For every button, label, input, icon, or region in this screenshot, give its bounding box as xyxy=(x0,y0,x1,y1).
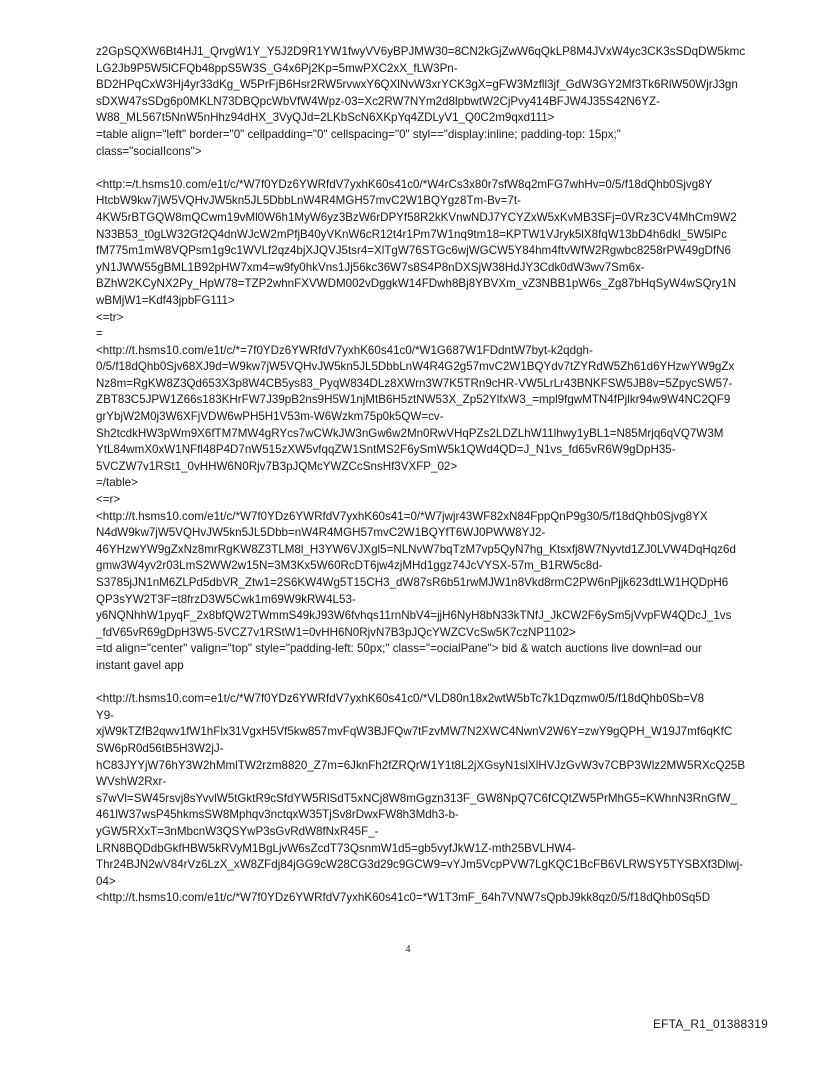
text-line: LRN8BQDdbGkfHBW5kRVyM1BgLjvW6sZcdT73QsnmW1d5=gb5vyfJkW1Z-mth25BVLHW4- xyxy=(96,841,576,855)
text-line: s7wVl=SW45rsvj8sYvvlW5tGktR9cSfdYW5RlSdT5xNCj8W8mGgzn313F_GW8NpQ7C6fCQtZW5PrMhG5=KWhnN3RnGfW_ xyxy=(96,791,738,805)
text-line: wBMjW1=Kdf43jpbFG111> xyxy=(96,293,235,307)
text-line: YtL84wmX0xW1NFfl48P4D7nW515zXW5vfqqZW1SntMS2F6ySmW5k1QWd4QD=J_N1vs_fd65vR6W9gDpH35- xyxy=(96,443,676,457)
text-line: hC83JYYjW76hY3W2hMmlTW2rzm8820_Z7m=6JknFh2fZRQrW1Y1t8L2jXGsyN1slXlHVJzGvW3v7CBP3Wlz2MW5RXcQ25B xyxy=(96,758,746,772)
text-line: 461lW37wsP45hkmsSW8Mphqv3nctqxW35TjSv8rDwxFW8h3Mdh3-b- xyxy=(96,808,459,822)
text-line: instant gavel app xyxy=(96,658,184,672)
text-line: yN1JWW55gBML1B92pHW7xm4=w9fy0hkVns1Jj56kc36W7s8S4P8nDXSjW38HdJY3Cdk0dW3wv7Sm6x- xyxy=(96,260,645,274)
text-line: <http:=/t.hsms10.com/e1t/c/*W7f0YDz6YWRfdV7yxhK60s41c0/*W4rCs3x80r7sfW8q2mFG7whHv=0/5/f18dQhb0Sjvg8Y xyxy=(96,177,713,191)
document-body xyxy=(96,44,786,907)
text-line: 04> xyxy=(96,874,116,888)
text-line: 4KW5rBTGQW8mQCwm19vMl0W6h1MyW6yz3BzW6rDPYf58R2kKVnwNDJ7YCYZxW5xKvMB3SFj=0VRz3CV4MhCm9W2 xyxy=(96,210,737,224)
text-line: WVshW2Rxr- xyxy=(96,775,167,789)
text-line: BZhW2KCyNX2Py_HpW78=TZP2whnFXVWDM002vDggkW14FDwh8Bj8YBVXm_vZ3NBB1pW6s_Zg87bHqSyW4wSQry1N xyxy=(96,277,737,291)
text-line: fM775m1mW8VQPsm1g9c1WVLf2qz4bjXJQVJ5tsr4=XlTgW76STGc6wjWGCW5Y84hm4ftvWfW2Rgwbc8258rPW49gDfN6 xyxy=(96,244,731,258)
text-line: = xyxy=(96,327,103,341)
text-line: grYbjW2M0j3W6XFjVDW6wPH5H1V53m-W6Wzkm75p0k5QW=cv- xyxy=(96,410,444,424)
text-line: =/table> xyxy=(96,476,138,490)
text-line: =td align="center" valign="top" style="padding-left: 50px;" class="=ocialPane"> bid & watch auctions live downl=ad our xyxy=(96,642,702,656)
text-line: yGW5RXxT=3nMbcnW3QSYwP3sGvRdW8fNxR45F_- xyxy=(96,824,379,838)
text-line: HtcbW9kw7jW5VQHvJW5kn5JL5DbbLnW4R4MGH57mvC2W1BQYgz8Tm-Bv=7t- xyxy=(96,194,521,208)
text-line: class="socialIcons"> xyxy=(96,144,202,158)
text-line: LG2Jb9P5W5lCFQb48ppS5W3S_G4x6Pj2Kp=5mwPXC2xX_fLW3Pn- xyxy=(96,61,458,75)
text-line: Y9- xyxy=(96,708,115,722)
text-line: gmw3W4yv2r03LmS2WW2w15N=3M3Kx5W60RcDT6jw4zjMHd1ggz74JcVYSX-57m_B1RW5c8d- xyxy=(96,559,603,573)
page-number: 4 xyxy=(405,944,411,955)
text-line: <http://t.hsms10.com/e1t/c/*=7f0YDz6YWRfdV7yxhK60s41c0/*W1G687W1FDdntW7byt-k2qdgh- xyxy=(96,343,593,357)
text-line: Sh2tcdkHW3pWm9X6fTM7MW4gRYcs7wCWkJW3nGw6w2Mn0RwVHqPZs2LDZLhW11lhwy1yBL1=N85Mrjq6qVQ7W3M xyxy=(96,426,724,440)
text-line: sDXW47sSDg6p0MKLN73DBQpcWbVfW4Wpz-03=Xc2RW7NYm2d8lpbwtW2CjPvy414BFJW4J35S42N6YZ- xyxy=(96,94,660,108)
text-line: 5VCZW7v1RSt1_0vHHW6N0Rjv7B3pJQMcYWZCcSnsHf3VXFP_02> xyxy=(96,459,458,473)
text-line: QP3sYW2T3F=t8frzD3W5Cwk1m69W9kRW4L53- xyxy=(96,592,356,606)
text-line: Thr24BJN2wV84rVz6LzX_xW8ZFdj84jGG9cW28CG3d29c9GCW9=vYJm5VcpPVW7LgKQC1BcFB6VLRWSY5TYSBXf3Dlwj- xyxy=(96,858,744,872)
text-line: N33B53_t0gLW32Gf2Q4dnWJcW2mPfjB40yVKnW6cR12t4r1Pm7W1nq9tm18=KPTW1VJryk5lX8fqW13bD4h6dkl_5W5lPc xyxy=(96,227,727,241)
text-line: =table align="left" border="0" cellpadding="0" cellspacing="0" styl=="display:inline; padding-top: 15px;" xyxy=(96,127,621,141)
text-line: 46YHzwYW9gZxNz8mrRgKW8Z3TLM8l_H3YW6VJXgl5=NLNvW7bqTzM7vp5QyN7hg_Ktsxfj8W7Nyvtd1ZJ0LVW4DqHqz6d xyxy=(96,542,736,556)
text-line: z2GpSQXW6Bt4HJ1_QrvgW1Y_Y5J2D9R1YW1fwyVV6yBPJMW30=8CN2kGjZwW6qQkLP8M4JVxW4yc3CK3sSDqDW5kmc xyxy=(96,45,746,58)
text-line: BD2HPqCxW3Hj4yr33dKg_W5PrFjB6Hsr2RW5rvwxY6QXlNvW3xrYCK3gX=gFW3Mzfll3jf_GdW3GY2Mf3Tk6RlW50WjrJ3gn xyxy=(96,78,738,92)
text-line: 0/5/f18dQhb0Sjv68XJ9d=W9kw7jW5VQHvJW5kn5JL5DbbLnW4R4G2g57mvC2W1BQYdv7tZYRdW5Zh61d6YHzwYW9gZx xyxy=(96,360,735,374)
text-line: _fdV65vR69gDpH3W5-5VCZ7v1RStW1=0vHH6N0RjvN7B3pJQcYWZCVcSw5K7czNP1102> xyxy=(96,625,576,639)
text-line: <http://t.hsms10.com/e1t/c/*W7f0YDz6YWRfdV7yxhK60s41c0=*W1T3mF_64h7VNW7sQpbJ9kk8qz0/5/f18dQhb0Sq5D xyxy=(96,891,711,905)
text-line: y6NQNhhW1pyqF_2x8bfQW2TWmmS49kJ93W6fvhqs11rnNbV4=jjH6NyH8bN33kTNfJ_JkCW2F6ySm5jVvpFW4QDcJ_1vs xyxy=(96,609,732,623)
text-line: Nz8m=RgKW8Z3Qd653X3p8W4CB5ys83_PyqW834DLz8XWrn3W7K5TRn9cHR-VW5LrLr43BNKFSW5JB8v=5ZpycSW57- xyxy=(96,376,733,390)
text-line: <http://t.hsms10.com=e1t/c/*W7f0YDz6YWRfdV7yxhK60s41c0/*VLD80n18x2wtW5bTc7k1Dqzmw0/5/f18dQhb0Sb=V8 xyxy=(96,692,705,706)
text-line: S3785jJN1nM6ZLPd5dbVR_Ztw1=2S6KW4Wg5T15CH3_dW87sR6b51rwMJW1n8Vkd8rmC2PW6nPjjk623dtLW1HQDpH6 xyxy=(96,576,729,589)
paragraph-gap xyxy=(96,675,786,692)
text-line: N4dW9kw7jW5VQHvJW5kn5JL5Dbb=nW4R4MGH57mvC2W1BQYfT6WJ0PWW8YJ2- xyxy=(96,526,546,540)
text-line: xjW9kTZfB2qwv1fW1hFlx31VgxH5Vf5kw857mvFqW3BJFQw7tFzvMW7N2XWC4NwnV2W6Y=zwY9gQPH_W19J7mf6qKfC xyxy=(96,725,733,739)
document-id: EFTA_R1_01388319 xyxy=(652,1017,768,1031)
text-line: <=tr> xyxy=(96,310,124,324)
text-line: ZBT83C5JPW1Z66s183KHrFW7J39pB2ns9H5W1njMtB6H5ztNW53X_Zp52YlfxW3_=mpl9fgwMTN4fPjlkr94w9W4NC2QF9 xyxy=(96,393,731,407)
text-line: W88_ML567t5NnW5nHhz94dHX_3VyQJd=2LKbScN6XKpYq4ZDLyV1_Q0C2m9qxd111> xyxy=(96,111,555,125)
paragraph-gap xyxy=(96,160,786,177)
text-line: SW6pR0d56tB5H3W2jJ- xyxy=(96,741,224,755)
text-line: <=r> xyxy=(96,493,121,507)
text-line: <http://t.hsms10.com/e1t/c/*W7f0YDz6YWRfdV7yxhK60s41=0/*W7jwjr43WF82xN84FppQnP9g30/5/f18dQhb0Sjvg8YX xyxy=(96,509,708,523)
